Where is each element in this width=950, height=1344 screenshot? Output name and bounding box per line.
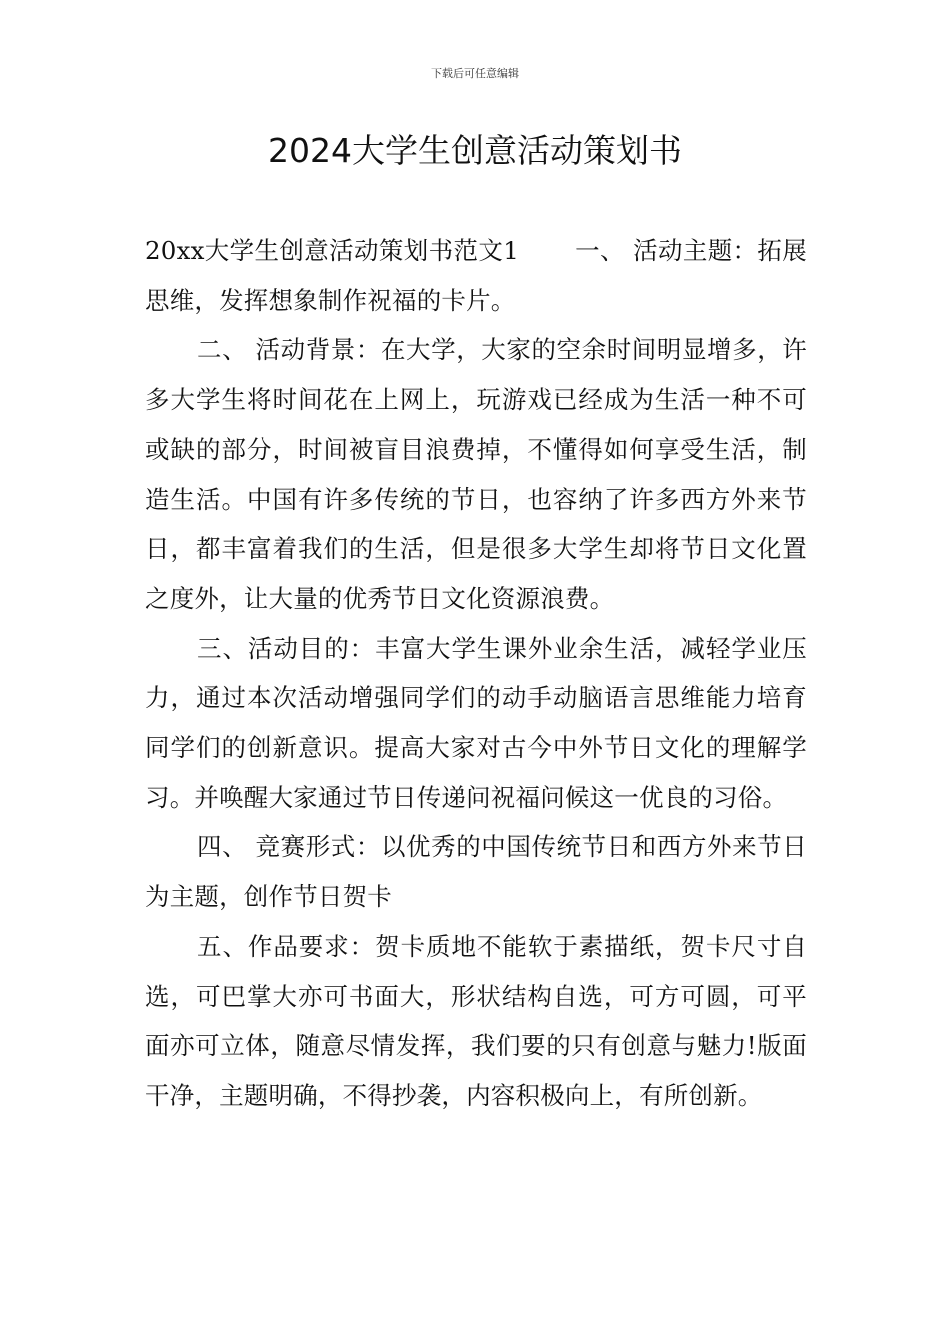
paragraph-requirements: 五、作品要求：贺卡质地不能软于素描纸，贺卡尺寸自选，可巴掌大亦可书面大，形状结构自选，可方可圆，可平面亦可立体，随意尽情发挥，我们要的只有创意与魅力!版面干净，主题明确，不得抄袭，内容积极向上，有所创新。 bbox=[145, 931, 807, 1110]
paragraph-purpose: 三、活动目的：丰富大学生课外业余生活，减轻学业压力，通过本次活动增强同学们的动手动脑语言思维能力培育同学们的创新意识。提高大家对古今中外节日文化的理解学习。并唤醒大家通过节日传递问祝福问候这一优良的习俗。 bbox=[145, 633, 807, 812]
paragraph-intro bbox=[145, 226, 807, 325]
section-1-text: 一、 活动主题：拓展思维，发挥想象制作祝福的卡片。 bbox=[145, 236, 808, 315]
paragraph-background: 二、 活动背景：在大学，大家的空余时间明显增多，许多大学生将时间花在上网上，玩游戏已经成为生活一种不可或缺的部分，时间被盲目浪费掉，不懂得如何享受生活，制造生活。中国有许多传统的节日，也容纳了许多西方外来节日，都丰富着我们的生活，但是很多大学生却将节日文化置之度外，让大量的优秀节日文化资源浪费。 bbox=[145, 335, 807, 613]
document-title: 2024大学生创意活动策划书 bbox=[268, 131, 682, 170]
paragraph-format: 四、 竞赛形式：以优秀的中国传统节日和西方外来节日为主题，创作节日贺卡 bbox=[145, 832, 807, 912]
intro-lead: 20xx大学生创意活动策划书范文1 bbox=[145, 236, 520, 265]
document-body bbox=[145, 226, 807, 1121]
header-note: 下载后可任意编辑 bbox=[431, 67, 519, 80]
